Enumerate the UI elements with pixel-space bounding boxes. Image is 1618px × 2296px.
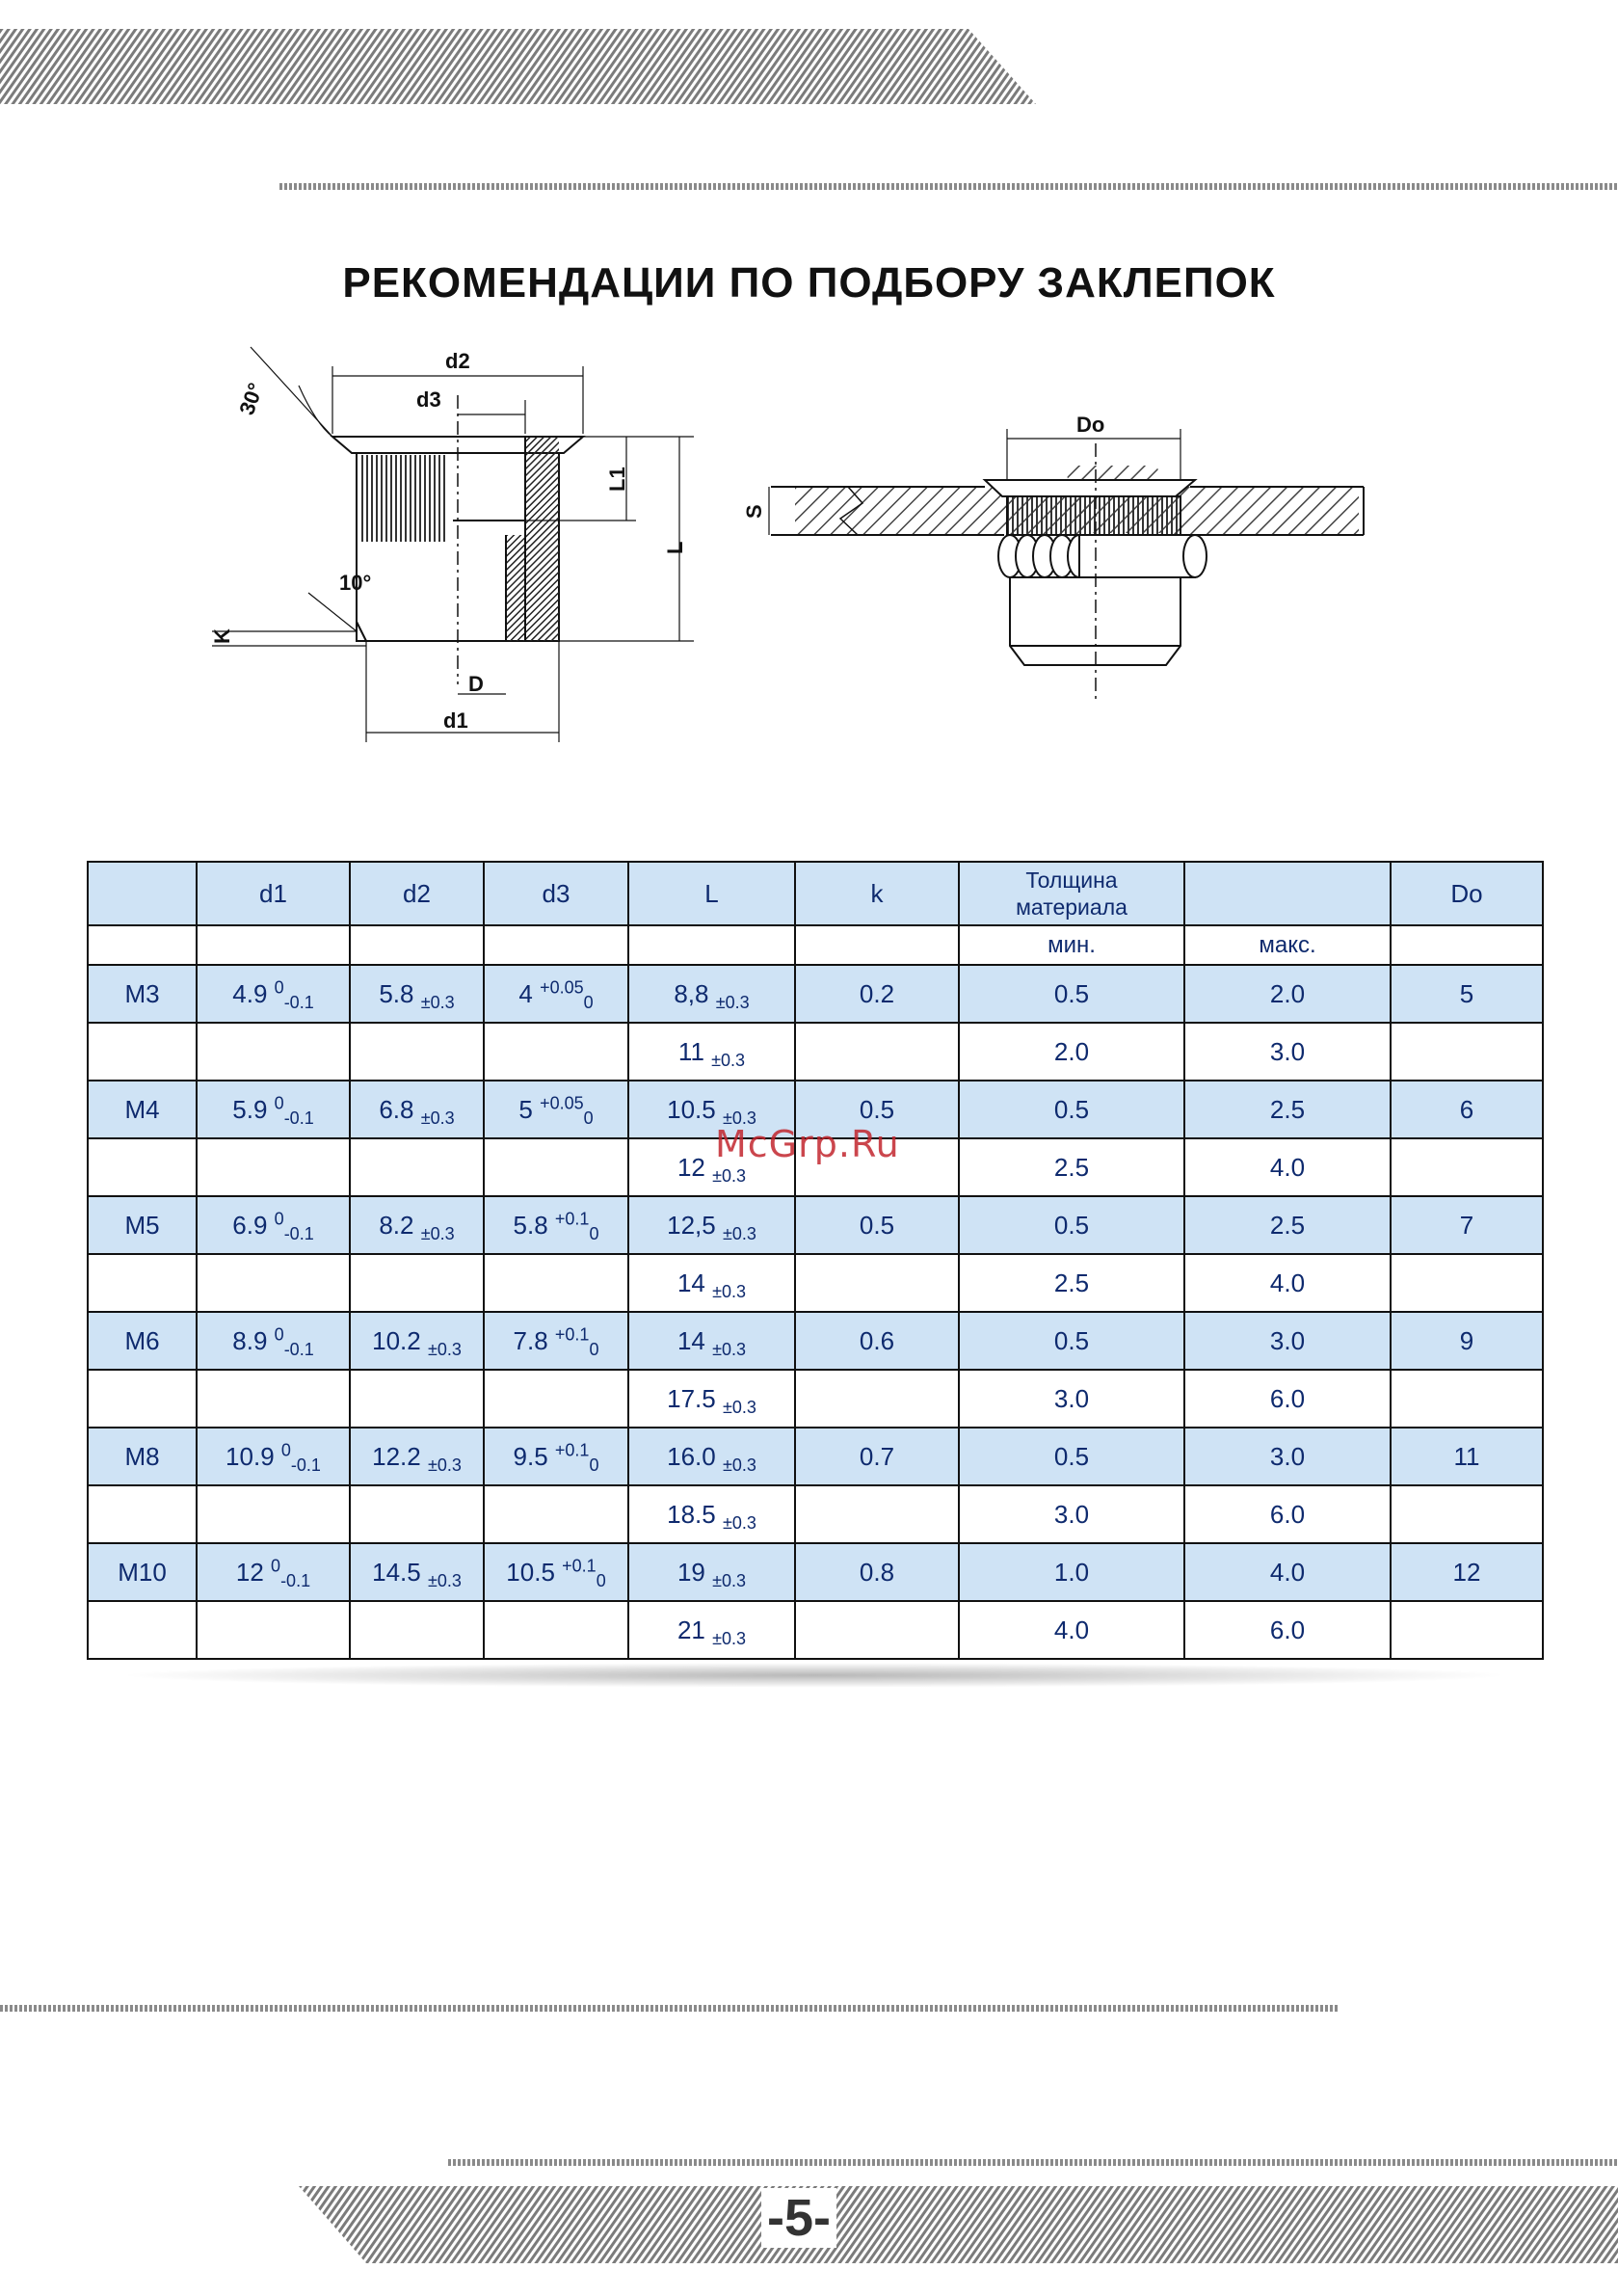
table-row: [88, 1485, 1543, 1543]
cell-d2-tol: ±0.3: [427, 1455, 462, 1475]
header-d2: d2: [350, 862, 484, 925]
cell-max2: 6.0: [1269, 1615, 1306, 1644]
cell-k: 0.5: [859, 1210, 895, 1240]
cell-size: M4: [124, 1094, 160, 1124]
label-d1: d1: [443, 708, 468, 733]
cell-max2: 4.0: [1269, 1268, 1306, 1297]
cell-d2: 14.5: [372, 1557, 421, 1587]
cell-max: 2.5: [1269, 1094, 1306, 1124]
cell-size: M3: [124, 978, 160, 1008]
cell-L2-tol: ±0.3: [722, 1397, 756, 1417]
cell-L-tol: ±0.3: [722, 1455, 756, 1475]
cell-min: 0.5: [1053, 1210, 1090, 1240]
table-row: [88, 965, 1543, 1023]
cell-d1: 5.9: [232, 1094, 268, 1124]
cell-Do: 11: [1453, 1441, 1480, 1471]
cell-d2-tol: ±0.3: [427, 1339, 462, 1359]
cell-max2: 6.0: [1269, 1383, 1306, 1413]
cell-d1-sub: -0.1: [290, 1455, 321, 1475]
cell-min: 1.0: [1053, 1557, 1090, 1587]
cell-L2: 21: [676, 1615, 705, 1644]
cell-d3-sup: +0.05: [540, 976, 584, 997]
cell-size: M6: [124, 1325, 160, 1355]
cell-L: 10.5: [667, 1094, 716, 1124]
table-row: [88, 1601, 1543, 1659]
cell-size: M10: [118, 1557, 167, 1587]
cell-min2: 2.0: [1053, 1036, 1090, 1066]
cell-d1-sub: -0.1: [283, 1108, 314, 1128]
subheader-row: [88, 925, 1543, 965]
cell-d1: 12: [235, 1557, 264, 1587]
cell-L: 16.0: [667, 1441, 716, 1471]
cell-d1-sup: 0: [274, 1323, 284, 1344]
table-row: [88, 1543, 1543, 1601]
cell-d3-sub: 0: [596, 1570, 606, 1590]
bottom-hatch-band: [299, 2186, 1618, 2263]
top-dotted-rule: [279, 183, 1618, 190]
cell-L2: 17.5: [667, 1383, 716, 1413]
table-shadow: [116, 1663, 1513, 1688]
label-d3: d3: [416, 387, 441, 412]
cell-d1-sup: 0: [274, 1208, 284, 1228]
cell-L2: 11: [677, 1036, 704, 1066]
cell-Do: 12: [1452, 1557, 1481, 1587]
header-L: L: [628, 862, 795, 925]
header-row: [88, 862, 1543, 925]
cell-d3: 5: [518, 1094, 533, 1124]
rivet-nut-diagram: [193, 337, 1407, 771]
cell-Do: 5: [1459, 978, 1474, 1008]
cell-L2-tol: ±0.3: [712, 1281, 747, 1301]
table-row: [88, 1254, 1543, 1312]
header-thickness-line1: Толщина: [1025, 868, 1118, 893]
cell-max2: 6.0: [1269, 1499, 1306, 1529]
subheader-min: мин.: [959, 925, 1184, 965]
cell-k: 0.7: [859, 1441, 895, 1471]
cell-min: 0.5: [1053, 1325, 1090, 1355]
cell-size: M5: [124, 1210, 160, 1240]
cell-min2: 2.5: [1053, 1152, 1090, 1182]
cell-d3-sup: +0.1: [554, 1439, 590, 1459]
cell-d3-sub: 0: [583, 1108, 594, 1128]
cell-d1-sub: -0.1: [280, 1570, 311, 1590]
cell-d3-sub: 0: [589, 1223, 599, 1243]
cell-max: 4.0: [1269, 1557, 1306, 1587]
cell-max: 2.0: [1269, 978, 1306, 1008]
cell-Do: 9: [1459, 1325, 1474, 1355]
label-Do: Do: [1076, 413, 1105, 437]
cell-L: 14: [676, 1325, 705, 1355]
rivet-spec-table: [87, 861, 1544, 1660]
cell-Do: 7: [1459, 1210, 1474, 1240]
top-hatch-band: [0, 29, 1041, 104]
cell-L-tol: ±0.3: [715, 992, 750, 1012]
bottom-dotted-rule-right: [448, 2159, 1618, 2166]
cell-d2: 10.2: [372, 1325, 421, 1355]
table-row: [88, 1370, 1543, 1428]
cell-min: 0.5: [1053, 1441, 1090, 1471]
cell-d1-sup: 0: [274, 976, 284, 997]
cell-min2: 3.0: [1053, 1383, 1090, 1413]
cell-L-tol: ±0.3: [712, 1339, 747, 1359]
cell-d1: 6.9: [232, 1210, 268, 1240]
cell-d3-sup: +0.05: [540, 1092, 584, 1112]
cell-d3-sub: 0: [583, 992, 594, 1012]
label-L1: L1: [605, 467, 629, 492]
table-row: [88, 1196, 1543, 1254]
right-view: [769, 429, 1364, 699]
cell-d1: 10.9: [225, 1441, 275, 1471]
cell-d1-sub: -0.1: [283, 992, 314, 1012]
cell-d1: 4.9: [232, 978, 268, 1008]
header-thickness-line2: материала: [1016, 894, 1127, 920]
cell-max: 3.0: [1269, 1325, 1306, 1355]
cell-L-tol: ±0.3: [712, 1570, 747, 1590]
left-view: [212, 347, 694, 742]
watermark: McGrp.Ru: [715, 1123, 900, 1165]
cell-max: 3.0: [1269, 1441, 1306, 1471]
cell-k: 0.5: [859, 1094, 895, 1124]
cell-d3: 5.8: [513, 1210, 548, 1240]
cell-d2-tol: ±0.3: [427, 1570, 462, 1590]
cell-d3-sup: +0.1: [554, 1323, 590, 1344]
cell-min2: 2.5: [1053, 1268, 1090, 1297]
cell-d2: 8.2: [379, 1210, 414, 1240]
label-L: L: [663, 541, 687, 554]
cell-L-tol: ±0.3: [722, 1223, 756, 1243]
cell-d3: 4: [518, 978, 533, 1008]
cell-min: 0.5: [1053, 978, 1090, 1008]
cell-L2: 14: [676, 1268, 705, 1297]
subheader-max: макс.: [1184, 925, 1391, 965]
cell-L-tol: ±0.3: [722, 1108, 756, 1128]
page-number: -5-: [761, 2188, 836, 2248]
cell-d3-sup: +0.1: [554, 1208, 590, 1228]
cell-d1-sup: 0: [280, 1439, 291, 1459]
cell-d3: 7.8: [513, 1325, 548, 1355]
label-d2: d2: [445, 349, 470, 373]
label-D: D: [468, 672, 484, 696]
header-d1: d1: [197, 862, 350, 925]
cell-L2: 18.5: [667, 1499, 716, 1529]
cell-L: 8,8: [674, 978, 709, 1008]
cell-d3-sub: 0: [589, 1455, 599, 1475]
header-size: [88, 862, 197, 925]
table-body: [88, 965, 1543, 1659]
cell-d3-sub: 0: [589, 1339, 599, 1359]
cell-L2-tol: ±0.3: [712, 1165, 747, 1186]
cell-d1-sub: -0.1: [283, 1339, 314, 1359]
cell-d1-sup: 0: [271, 1555, 281, 1575]
cell-d2-tol: ±0.3: [420, 1223, 455, 1243]
label-30: 30°: [234, 379, 269, 418]
cell-k: 0.2: [859, 978, 895, 1008]
cell-min: 0.5: [1053, 1094, 1090, 1124]
header-Do: Do: [1391, 862, 1543, 925]
header-thickness: [959, 862, 1184, 925]
label-10: 10°: [339, 571, 372, 595]
cell-k: 0.6: [859, 1325, 895, 1355]
cell-size: M8: [124, 1441, 160, 1471]
cell-d1: 8.9: [232, 1325, 268, 1355]
cell-L2-tol: ±0.3: [712, 1628, 747, 1648]
cell-L: 12,5: [667, 1210, 716, 1240]
cell-d2: 6.8: [379, 1094, 414, 1124]
cell-Do: 6: [1459, 1094, 1474, 1124]
label-K: K: [210, 628, 234, 644]
table-row: [88, 1428, 1543, 1485]
cell-d2-tol: ±0.3: [420, 1108, 455, 1128]
cell-L2-tol: ±0.3: [711, 1050, 746, 1070]
page-title: РЕКОМЕНДАЦИИ ПО ПОДБОРУ ЗАКЛЕПОК: [342, 259, 1276, 307]
cell-min2: 3.0: [1053, 1499, 1090, 1529]
cell-k: 0.8: [859, 1557, 895, 1587]
header-d3: d3: [484, 862, 628, 925]
table-row: [88, 1312, 1543, 1370]
bottom-dotted-rule-left: [0, 2005, 1339, 2012]
cell-d2: 12.2: [372, 1441, 421, 1471]
cell-d3: 9.5: [513, 1441, 548, 1471]
header-k: k: [795, 862, 959, 925]
cell-L: 19: [676, 1557, 705, 1587]
cell-max2: 3.0: [1269, 1036, 1306, 1066]
cell-d3-sup: +0.1: [562, 1555, 597, 1575]
cell-d1-sub: -0.1: [283, 1223, 314, 1243]
cell-min2: 4.0: [1053, 1615, 1090, 1644]
cell-d1-sup: 0: [274, 1092, 284, 1112]
cell-d3: 10.5: [506, 1557, 555, 1587]
cell-max2: 4.0: [1269, 1152, 1306, 1182]
cell-max: 2.5: [1269, 1210, 1306, 1240]
table-row: [88, 1023, 1543, 1081]
header-empty: [1184, 862, 1391, 925]
cell-L2-tol: ±0.3: [722, 1512, 756, 1533]
label-S: S: [742, 504, 766, 519]
cell-L2: 12: [676, 1152, 705, 1182]
cell-d2: 5.8: [379, 978, 414, 1008]
cell-d2-tol: ±0.3: [420, 992, 455, 1012]
